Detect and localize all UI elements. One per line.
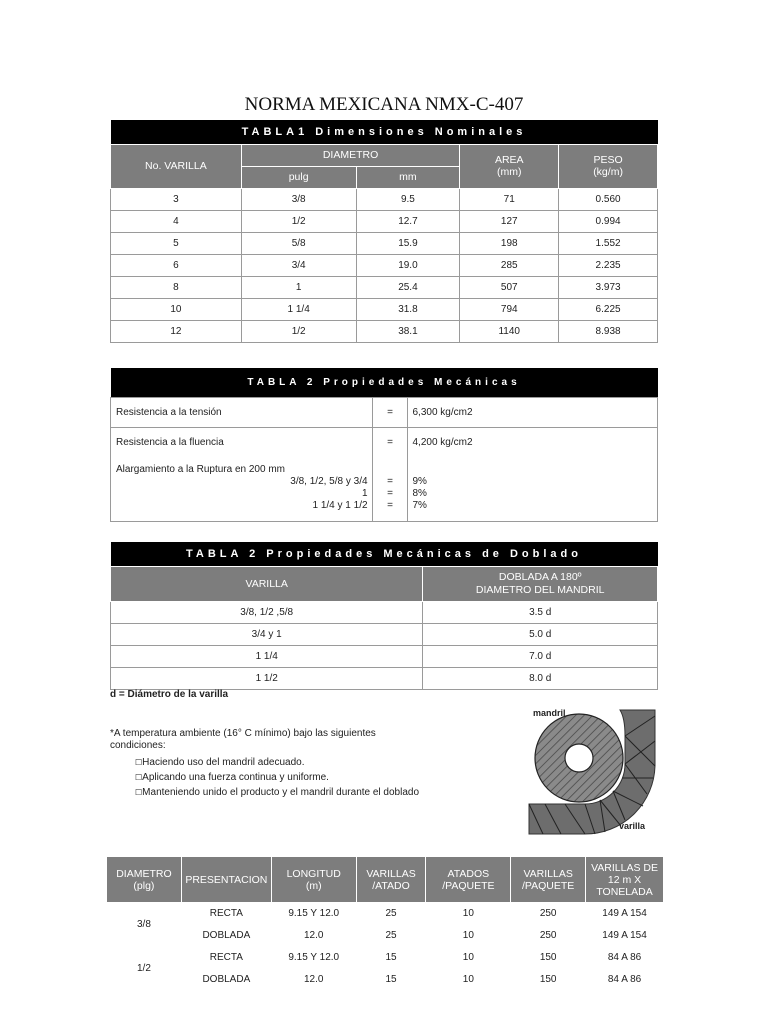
col-header-line: (plg)	[133, 879, 155, 892]
col-header-line: DIAMETRO	[116, 867, 172, 880]
property-value: 4,200 kg/cm2	[408, 427, 658, 457]
table-row	[107, 969, 664, 991]
intro-line: *A temperatura ambiente (16° C mínimo) bajo las siguientes	[110, 728, 376, 739]
equals-sign: =	[387, 488, 393, 499]
table-propiedades-mecanicas	[110, 368, 658, 522]
cell-diametro-mandril: 8.0 d	[423, 667, 658, 689]
table-row	[111, 254, 658, 276]
col-header-line: /PAQUETE	[442, 879, 495, 892]
cell-pulg: 3/8	[241, 188, 356, 210]
intro-line: condiciones:	[110, 740, 166, 751]
cell-peso: 6.225	[559, 298, 658, 320]
cell-presentacion: RECTA	[209, 952, 243, 963]
equals-sign: =	[372, 397, 408, 427]
checkbox-icon: ☐	[135, 758, 143, 767]
table-row	[111, 427, 658, 457]
elongation-value: 8%	[412, 488, 427, 499]
cell-diametro: 3/8	[136, 919, 151, 931]
cell-no-varilla: 4	[111, 210, 242, 232]
table-row	[111, 601, 658, 623]
cell-no-varilla: 6	[111, 254, 242, 276]
cell-varilla: 1 1/4	[111, 645, 423, 667]
cell-pulg: 1/2	[241, 210, 356, 232]
cell-longitud: 9.15 Y 12.0	[288, 908, 340, 920]
cell-atados-paquete: 10	[462, 952, 474, 963]
cell-mm: 19.0	[356, 254, 460, 276]
cell-pulg: 1/2	[241, 320, 356, 342]
cell-varillas-atado: 15	[385, 952, 397, 963]
cell-varillas-paquete: 250	[539, 930, 557, 941]
cell-diametro-mandril: 3.5 d	[423, 601, 658, 623]
checkbox-icon: ☐	[135, 773, 143, 782]
table-band-title: TABLA1 Dimensiones Nominales	[111, 120, 658, 144]
cell-mm: 12.7	[356, 210, 460, 232]
table-dimensiones-nominales	[110, 120, 658, 343]
list-item	[135, 785, 419, 800]
table-band-title: TABLA 2 Propiedades Mecánicas	[111, 368, 658, 397]
table-presentacion	[106, 856, 664, 991]
cell-presentacion: DOBLADA	[202, 930, 251, 941]
cell-peso: 1.552	[559, 232, 658, 254]
cell-diametro: 1/2	[136, 963, 151, 974]
cell-diametro-mandril: 5.0 d	[423, 623, 658, 645]
table-row-elongation	[111, 457, 658, 521]
cell-no-varilla: 12	[111, 320, 242, 342]
cell-area: 127	[460, 210, 559, 232]
cell-no-varilla: 5	[111, 232, 242, 254]
cell-longitud: 9.15 Y 12.0	[288, 952, 340, 963]
col-header	[356, 857, 426, 903]
table-row	[111, 298, 658, 320]
elongation-value: 7%	[412, 500, 427, 511]
cell-mm: 25.4	[356, 276, 460, 298]
cell-atados-paquete: 10	[462, 974, 474, 985]
cell-atados-paquete: 10	[462, 930, 474, 941]
table-row	[111, 188, 658, 210]
cell-peso: 2.235	[559, 254, 658, 276]
col-header-no-varilla: No. VARILLA	[111, 144, 242, 188]
cell-varillas-tonelada: 84 A 86	[607, 952, 642, 963]
table-row	[107, 947, 664, 969]
equals-sign: =	[372, 427, 408, 457]
cell-pulg: 3/4	[241, 254, 356, 276]
table-propiedades-doblado	[110, 542, 658, 690]
cell-mm: 9.5	[356, 188, 460, 210]
property-value: 6,300 kg/cm2	[408, 397, 658, 427]
doblada-line-1: DOBLADA A 180º	[498, 570, 582, 583]
cell-no-varilla: 8	[111, 276, 242, 298]
col-header-pulg: pulg	[241, 166, 356, 188]
col-header-line: /PAQUETE	[521, 879, 575, 892]
col-header	[586, 857, 664, 903]
cell-peso: 3.973	[559, 276, 658, 298]
cell-no-varilla: 10	[111, 298, 242, 320]
list-item-text: Manteniendo unido el producto y el mandril durante el doblado	[142, 787, 420, 798]
conditions-list	[135, 755, 419, 800]
col-header-peso	[559, 144, 658, 188]
table-row	[107, 925, 664, 947]
checkbox-icon: ☐	[135, 788, 143, 797]
cell-peso: 0.994	[559, 210, 658, 232]
cell-varillas-tonelada: 149 A 154	[602, 930, 647, 941]
cell-presentacion: RECTA	[209, 908, 243, 920]
cell-area: 198	[460, 232, 559, 254]
cell-pulg: 1	[241, 276, 356, 298]
col-header-varilla: VARILLA	[111, 566, 423, 601]
cell-area: 71	[460, 188, 559, 210]
col-header	[271, 857, 356, 903]
elongation-size: 1 1/4 y 1 1/2	[312, 500, 368, 511]
equals-sign: =	[387, 476, 393, 487]
elongation-size: 1	[361, 488, 368, 499]
cell-mm: 15.9	[356, 232, 460, 254]
cell-varillas-paquete: 150	[539, 952, 557, 963]
cell-pulg: 1 1/4	[241, 298, 356, 320]
cell-varillas-tonelada: 84 A 86	[607, 974, 642, 985]
mandril-bending-diagram	[525, 706, 665, 836]
col-header-diametro: DIAMETRO	[241, 144, 460, 166]
table-row	[107, 903, 664, 925]
col-header-line: VARILLAS DE	[591, 861, 658, 874]
table-row	[111, 232, 658, 254]
cell-diametro-mandril: 7.0 d	[423, 645, 658, 667]
mandril-hole	[565, 744, 593, 772]
col-header	[426, 857, 511, 903]
col-header	[511, 857, 586, 903]
table-row	[111, 645, 658, 667]
cell-longitud: 12.0	[303, 930, 324, 941]
col-header-line: VARILLAS	[523, 867, 573, 880]
cell-varillas-tonelada: 149 A 154	[602, 908, 647, 920]
cell-presentacion: DOBLADA	[202, 974, 251, 985]
elongation-label: Alargamiento a la Ruptura en 200 mm	[116, 464, 285, 475]
col-header-line: VARILLAS	[366, 867, 416, 880]
list-item-text: Haciendo uso del mandril adecuado.	[142, 757, 305, 768]
cell-varilla: 1 1/2	[111, 667, 423, 689]
cell-area: 1140	[460, 320, 559, 342]
list-item	[135, 770, 419, 785]
cell-area: 507	[460, 276, 559, 298]
table-row	[111, 623, 658, 645]
cell-varilla: 3/4 y 1	[111, 623, 423, 645]
cell-peso: 8.938	[559, 320, 658, 342]
label-varilla: varilla	[619, 821, 646, 831]
cell-varillas-paquete: 150	[539, 974, 557, 985]
cell-varillas-atado: 25	[385, 930, 397, 941]
cell-peso: 0.560	[559, 188, 658, 210]
cell-varilla: 3/8, 1/2 ,5/8	[111, 601, 423, 623]
col-header-line: TONELADA	[596, 885, 653, 898]
table-row	[111, 276, 658, 298]
table-band-title: TABLA 2 Propiedades Mecánicas de Doblado	[111, 542, 658, 566]
cell-varillas-paquete: 250	[539, 908, 557, 920]
cell-longitud: 12.0	[303, 974, 324, 985]
col-header	[107, 857, 182, 903]
table-row	[111, 210, 658, 232]
conditions-intro	[110, 728, 376, 752]
cell-mm: 31.8	[356, 298, 460, 320]
cell-varillas-atado: 15	[385, 974, 397, 985]
equals-sign: =	[387, 500, 393, 511]
col-header-doblada	[423, 566, 658, 601]
cell-no-varilla: 3	[111, 188, 242, 210]
col-header-line: /ATADO	[372, 879, 410, 892]
elongation-value: 9%	[412, 476, 427, 487]
list-item-text: Aplicando una fuerza continua y uniforme.	[142, 772, 329, 783]
area-label: AREA	[494, 154, 524, 166]
col-header-line: 12 m X	[607, 873, 642, 886]
cell-atados-paquete: 10	[462, 908, 474, 920]
col-header-line: ATADOS	[447, 867, 490, 880]
cell-area: 285	[460, 254, 559, 276]
cell-area: 794	[460, 298, 559, 320]
label-mandril: mandril	[533, 708, 566, 718]
table-row	[111, 397, 658, 427]
col-header-area	[460, 144, 559, 188]
list-item	[135, 755, 419, 770]
cell-mm: 38.1	[356, 320, 460, 342]
page-title: NORMA MEXICANA NMX-C-407	[244, 94, 524, 115]
table-row	[111, 667, 658, 689]
property-label: Resistencia a la fluencia	[111, 427, 373, 457]
cell-pulg: 5/8	[241, 232, 356, 254]
doblada-line-2: DIAMETRO DEL MANDRIL	[475, 583, 605, 596]
col-header-line: (m)	[305, 879, 322, 892]
col-header-line: PRESENTACION	[185, 873, 268, 886]
table-row	[111, 320, 658, 342]
cell-varillas-atado: 25	[385, 908, 397, 920]
area-unit: (mm)	[496, 166, 522, 178]
elongation-size: 3/8, 1/2, 5/8 y 3/4	[290, 476, 368, 487]
col-header	[181, 857, 271, 903]
footnote-d: d = Diámetro de la varilla	[110, 689, 229, 700]
peso-label: PESO	[593, 154, 623, 166]
col-header-mm: mm	[356, 166, 460, 188]
peso-unit: (kg/m)	[593, 166, 623, 178]
property-label: Resistencia a la tensión	[111, 397, 373, 427]
col-header-line: LONGITUD	[286, 867, 341, 880]
